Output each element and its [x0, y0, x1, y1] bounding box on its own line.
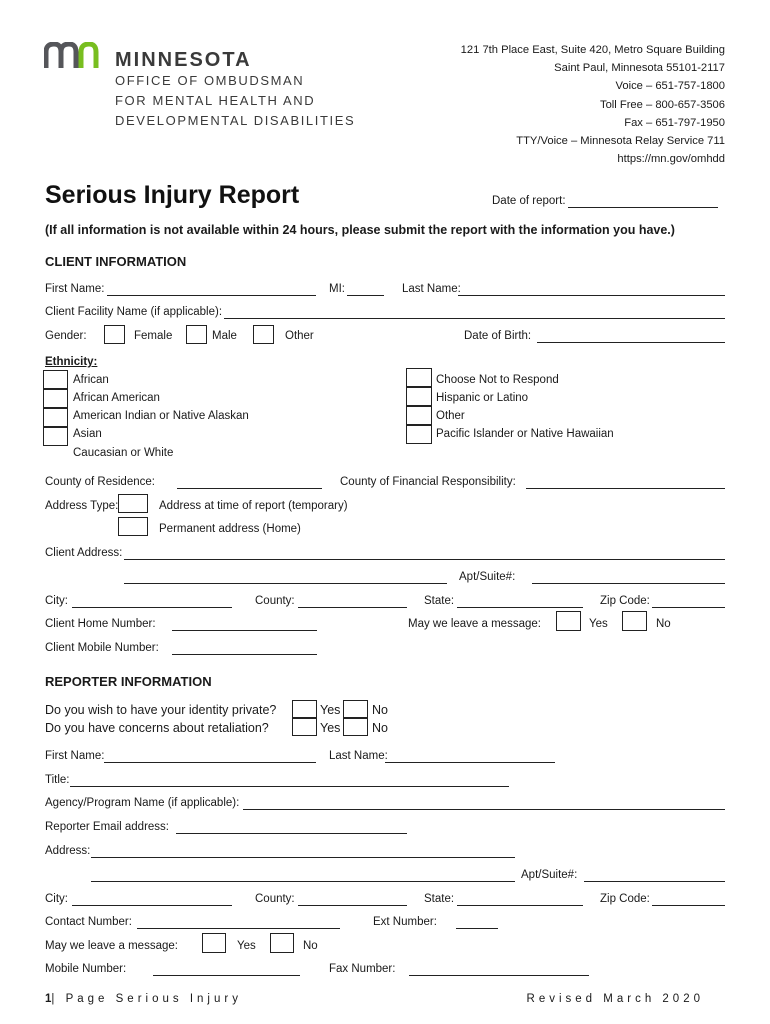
ethnicity-asian-label: Asian: [73, 428, 102, 440]
retaliation-no-checkbox[interactable]: [343, 718, 368, 736]
ethnicity-other-checkbox[interactable]: [406, 406, 432, 425]
gender-male-label: Male: [212, 330, 237, 342]
client-first-name-field[interactable]: [107, 295, 316, 296]
agency-field[interactable]: [243, 809, 725, 810]
client-facility-field[interactable]: [224, 318, 725, 319]
client-leave-message-label: May we leave a message:: [408, 618, 541, 630]
reporter-address-field[interactable]: [91, 857, 515, 858]
minnesota-logo-icon: [44, 42, 104, 70]
ethnicity-pacific-islander-label: Pacific Islander or Native Hawaiian: [436, 428, 614, 440]
client-address-label: Client Address:: [45, 547, 123, 559]
reporter-county-field[interactable]: [298, 905, 407, 906]
retaliation-yes-label: Yes: [320, 721, 341, 735]
client-address-line2-field[interactable]: [124, 583, 447, 584]
ethnicity-not-respond-checkbox[interactable]: [406, 368, 432, 387]
reporter-leave-message-label: May we leave a message:: [45, 940, 178, 952]
gender-female-checkbox[interactable]: [104, 325, 125, 344]
retaliation-no-label: No: [372, 721, 388, 735]
client-mi-field[interactable]: [347, 295, 384, 296]
identity-private-question: Do you wish to have your identity private?: [45, 703, 277, 717]
ethnicity-not-respond-label: Choose Not to Respond: [436, 374, 559, 386]
client-city-label: City:: [45, 595, 68, 607]
reporter-address-label: Address:: [45, 845, 91, 857]
reporter-address-line2-field[interactable]: [91, 881, 515, 882]
reporter-last-name-label: Last Name:: [329, 750, 388, 762]
client-last-name-label: Last Name:: [402, 283, 461, 295]
agency-label: Agency/Program Name (if applicable):: [45, 797, 240, 809]
reporter-state-field[interactable]: [457, 905, 583, 906]
client-last-name-field[interactable]: [458, 295, 725, 296]
reporter-county-label: County:: [255, 893, 295, 905]
county-financial-label: County of Financial Responsibility:: [340, 476, 516, 488]
footer-page-text: | Page Serious Injury: [51, 993, 242, 1005]
website-link[interactable]: https://mn.gov/omhdd: [617, 153, 725, 166]
reporter-section-heading: REPORTER INFORMATION: [45, 674, 212, 689]
footer-revised: Revised March 2020: [526, 993, 704, 1005]
reporter-message-yes-checkbox[interactable]: [202, 933, 226, 953]
ethnicity-african-american-label: African American: [73, 392, 160, 404]
client-message-yes-label: Yes: [589, 618, 608, 630]
ethnicity-asian-checkbox[interactable]: [43, 427, 68, 446]
org-line-2: FOR MENTAL HEALTH AND: [115, 93, 316, 108]
reporter-first-name-label: First Name:: [45, 750, 105, 762]
reporter-title-label: Title:: [45, 774, 70, 786]
reporter-message-no-checkbox[interactable]: [270, 933, 294, 953]
client-message-no-checkbox[interactable]: [622, 611, 647, 631]
client-city-field[interactable]: [72, 607, 232, 608]
client-state-field[interactable]: [457, 607, 583, 608]
reporter-email-label: Reporter Email address:: [45, 821, 169, 833]
reporter-last-name-field[interactable]: [385, 762, 555, 763]
reporter-zip-field[interactable]: [652, 905, 725, 906]
client-message-yes-checkbox[interactable]: [556, 611, 581, 631]
reporter-mobile-field[interactable]: [153, 975, 300, 976]
gender-other-checkbox[interactable]: [253, 325, 274, 344]
address-perm-label: Permanent address (Home): [159, 523, 301, 535]
client-zip-label: Zip Code:: [600, 595, 650, 607]
client-county-label: County:: [255, 595, 295, 607]
reporter-state-label: State:: [424, 893, 455, 905]
reporter-apt-label: Apt/Suite#:: [521, 869, 578, 881]
date-of-report-field[interactable]: [568, 207, 718, 208]
ethnicity-american-indian-label: American Indian or Native Alaskan: [73, 410, 249, 422]
identity-private-no-label: No: [372, 703, 388, 717]
client-state-label: State:: [424, 595, 455, 607]
gender-male-checkbox[interactable]: [186, 325, 207, 344]
reporter-message-no-label: No: [303, 940, 318, 952]
client-county-field[interactable]: [298, 607, 407, 608]
reporter-fax-field[interactable]: [409, 975, 589, 976]
address-perm-checkbox[interactable]: [118, 517, 148, 536]
client-apt-label: Apt/Suite#:: [459, 571, 516, 583]
footer-page-info: [45, 993, 242, 1005]
page-title: Serious Injury Report: [45, 181, 300, 209]
gender-label: Gender:: [45, 330, 87, 342]
ext-number-field[interactable]: [456, 928, 498, 929]
address-temp-checkbox[interactable]: [118, 494, 148, 513]
footer-page-number: 1: [45, 993, 52, 1005]
ethnicity-hispanic-label: Hispanic or Latino: [436, 392, 529, 404]
ethnicity-american-indian-checkbox[interactable]: [43, 408, 68, 427]
county-residence-label: County of Residence:: [45, 476, 155, 488]
ethnicity-hispanic-checkbox[interactable]: [406, 387, 432, 406]
ethnicity-caucasian-label: Caucasian or White: [73, 447, 174, 459]
county-financial-field[interactable]: [526, 488, 725, 489]
ethnicity-pacific-islander-checkbox[interactable]: [406, 425, 432, 444]
org-line-1: OFFICE OF OMBUDSMAN: [115, 73, 305, 88]
client-mi-label: MI:: [329, 283, 345, 295]
client-address-field[interactable]: [124, 559, 725, 560]
address-temp-label: Address at time of report (temporary): [159, 500, 348, 512]
ethnicity-other-label: Other: [436, 410, 465, 422]
retaliation-yes-checkbox[interactable]: [292, 718, 317, 736]
reporter-zip-label: Zip Code:: [600, 893, 650, 905]
client-facility-label: Client Facility Name (if applicable):: [45, 306, 223, 318]
client-section-heading: CLIENT INFORMATION: [45, 254, 187, 269]
contact-number-field[interactable]: [137, 928, 340, 929]
reporter-city-field[interactable]: [72, 905, 232, 906]
reporter-message-yes-label: Yes: [237, 940, 256, 952]
org-line-3: DEVELOPMENTAL DISABILITIES: [115, 113, 356, 128]
county-residence-field[interactable]: [177, 488, 322, 489]
client-home-number-field[interactable]: [172, 630, 317, 631]
gender-female-label: Female: [134, 330, 173, 342]
header-address: 121 7th Place East, Suite 420, Metro Square Building Saint Paul, Minnesota 55101-2117 Voice – 651-757-1800 Toll Free – 800-657-3506 Fax – 651-797-1950 TTY/Voice – Minnesota Relay Service 711 https://mn.gov/omhdd: [461, 41, 725, 168]
reporter-fax-label: Fax Number:: [329, 963, 396, 975]
reporter-city-label: City:: [45, 893, 68, 905]
ethnicity-african-american-checkbox[interactable]: [43, 389, 68, 408]
client-mobile-number-label: Client Mobile Number:: [45, 642, 159, 654]
ethnicity-african-label: African: [73, 374, 109, 386]
address-type-label: Address Type:: [45, 500, 119, 512]
ethnicity-label: Ethnicity:: [45, 356, 98, 368]
ethnicity-african-checkbox[interactable]: [43, 370, 68, 389]
retaliation-question: Do you have concerns about retaliation?: [45, 721, 269, 735]
identity-private-yes-label: Yes: [320, 703, 341, 717]
identity-private-yes-checkbox[interactable]: [292, 700, 317, 718]
client-apt-field[interactable]: [532, 583, 725, 584]
client-first-name-label: First Name:: [45, 283, 105, 295]
ext-number-label: Ext Number:: [373, 916, 437, 928]
date-of-report-label: Date of report:: [492, 195, 566, 207]
client-home-number-label: Client Home Number:: [45, 618, 156, 630]
dob-label: Date of Birth:: [464, 330, 532, 342]
dob-field[interactable]: [537, 342, 725, 343]
reporter-first-name-field[interactable]: [104, 762, 316, 763]
brand-name: MINNESOTA: [115, 49, 252, 71]
reporter-apt-field[interactable]: [584, 881, 725, 882]
reporter-mobile-label: Mobile Number:: [45, 963, 127, 975]
client-zip-field[interactable]: [652, 607, 725, 608]
client-mobile-number-field[interactable]: [172, 654, 317, 655]
reporter-email-field[interactable]: [176, 833, 407, 834]
contact-number-label: Contact Number:: [45, 916, 132, 928]
gender-other-label: Other: [285, 330, 314, 342]
identity-private-no-checkbox[interactable]: [343, 700, 368, 718]
instruction-note: (If all information is not available within 24 hours, please submit the report with the information you have.): [45, 223, 675, 237]
reporter-title-field[interactable]: [70, 786, 509, 787]
client-message-no-label: No: [656, 618, 671, 630]
